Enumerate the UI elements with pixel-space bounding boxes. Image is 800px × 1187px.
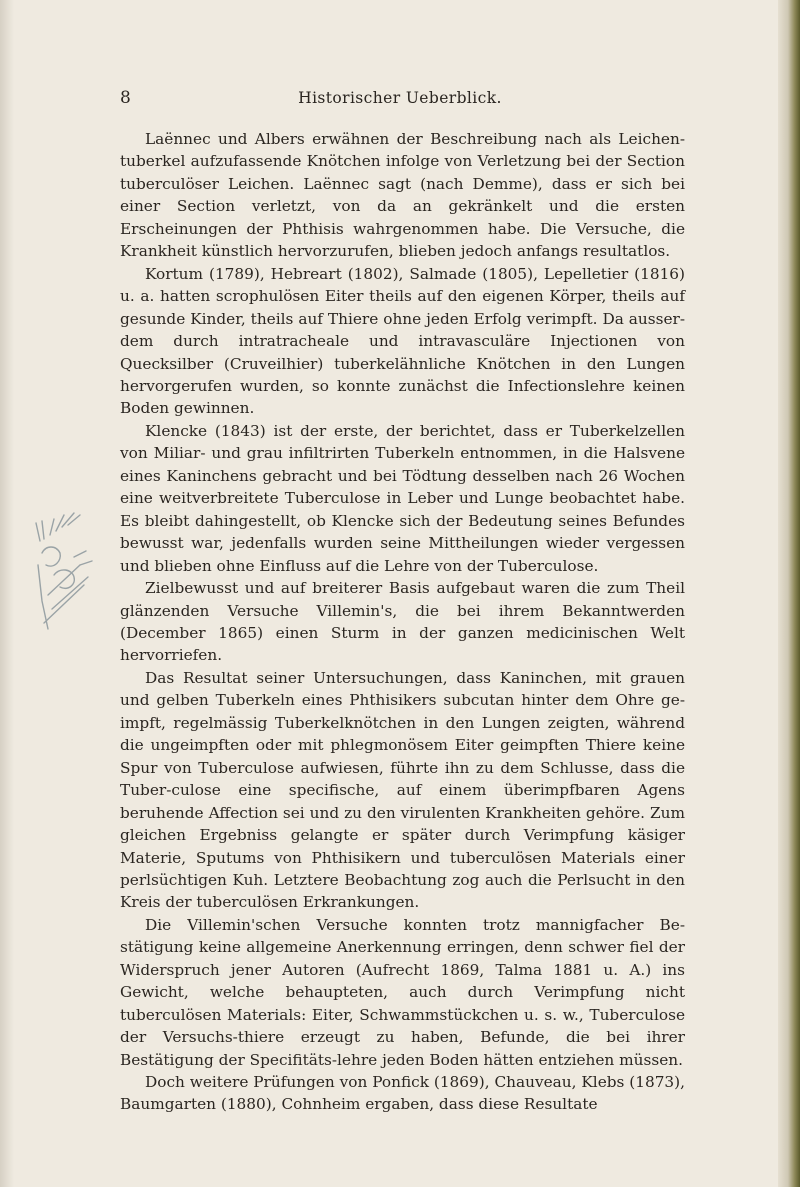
paragraph-further-tests: Doch weitere Prüfungen von Ponfick (1869), Chauveau, Klebs (1873), Baumgarten (1880), Cohnheim ergaben, dass diese Resultate: [120, 1073, 685, 1114]
paragraph-klencke: Klencke (1843) ist der erste, der berichtet, dass er Tuberkelzellen von Miliar- und grau infiltrirten Tuberkeln entnommen, in die Halsvene eines Kaninchens gebracht und bei Tödtung desselben nach 26 Wochen eine weitverbreitete Tuberculose in Leber und Lunge beobachtet habe. Es bleibt dahingestellt, ob Klencke sich der Bedeutung seines Befundes bewusst war, jedenfalls wurden seine Mittheilungen wieder vergessen und blieben ohne Einfluss auf die Lehre von der Tuberculose.: [120, 421, 685, 575]
paragraph-villemin-reception: Die Villemin'schen Versuche konnten trotz mannigfacher Be-stätigung keine allgemeine Anerkennung erringen, denn schwer fiel der Widerspruch jener Autoren (Aufrecht 1869, Talma 1881 u. A.) ins Gewicht, welche behaupteten, auch durch Verimpfung nicht tuberculösen Materials: Eiter, Schwammstückchen u. s. w., Tuberculose der Versuchs-thiere erzeugt zu haben, Befunde, die bei ihrer Bestätigung der Specifitäts-lehre jeden Boden hätten entziehen müssen.: [120, 915, 685, 1069]
running-title: Historischer Ueberblick.: [298, 89, 502, 107]
library-stamp-icon: [34, 505, 98, 655]
body-text: [120, 128, 685, 1116]
page-edge: [778, 0, 800, 1187]
paragraph-villemin-results: Das Resultat seiner Untersuchungen, dass Kaninchen, mit grauen und gelben Tuberkeln eines Phthisikers subcutan hinter dem Ohre ge-impft, regelmässig Tuberkelknötchen in den Lungen zeigten, während die ungeimpften oder mit phlegmonösem Eiter geimpften Thiere keine Spur von Tuberculose aufwiesen, führte ihn zu dem Schlusse, dass die Tuber-culose eine specifische, auf einem überimpfbaren Agens beruhende Affection sei und zu den virulenten Krankheiten gehöre. Zum gleichen Ergebniss gelangte er später durch Verimpfung käsiger Materie, Sputums von Phthisikern und tuberculösen Materials einer perlsüchtigen Kuh. Letztere Beobachtung zog auch die Perlsucht in den Kreis der tuberculösen Erkrankungen.: [120, 668, 685, 912]
paragraph-villemin-intro: Zielbewusst und auf breiterer Basis aufgebaut waren die zum Theil glänzenden Versuche Villemin's, die bei ihrem Bekanntwerden (December 1865) einen Sturm in der ganzen medicinischen Welt hervorriefen.: [120, 579, 685, 665]
page-header: [120, 88, 680, 114]
page-gutter-shadow: [0, 0, 14, 1187]
page-number: 8: [120, 88, 131, 108]
paragraph-kortum: Kortum (1789), Hebreart (1802), Salmade (1805), Lepelletier (1816) u. a. hatten scrophulösen Eiter theils auf den eigenen Körper, theils auf gesunde Kinder, theils auf Thiere ohne jeden Erfolg verimpft. Da ausser-dem durch intratracheale und intravasculäre Injectionen von Quecksilber (Cruveilhier) tuberkelähnliche Knötchen in den Lungen hervorgerufen wurden, so konnte zunächst die Infectionslehre keinen Boden gewinnen.: [120, 264, 685, 418]
paragraph-laennec: Laënnec und Albers erwähnen der Beschreibung nach als Leichen-tuberkel aufzufassende Knötchen infolge von Verletzung bei der Section tuberculöser Leichen. Laënnec sagt (nach Demme), dass er sich bei einer Section verletzt, von da an gekränkelt und die ersten Erscheinungen der Phthisis wahrgenommen habe. Die Versuche, die Krankheit künstlich hervorzurufen, blieben jedoch anfangs resultatlos.: [120, 130, 685, 261]
